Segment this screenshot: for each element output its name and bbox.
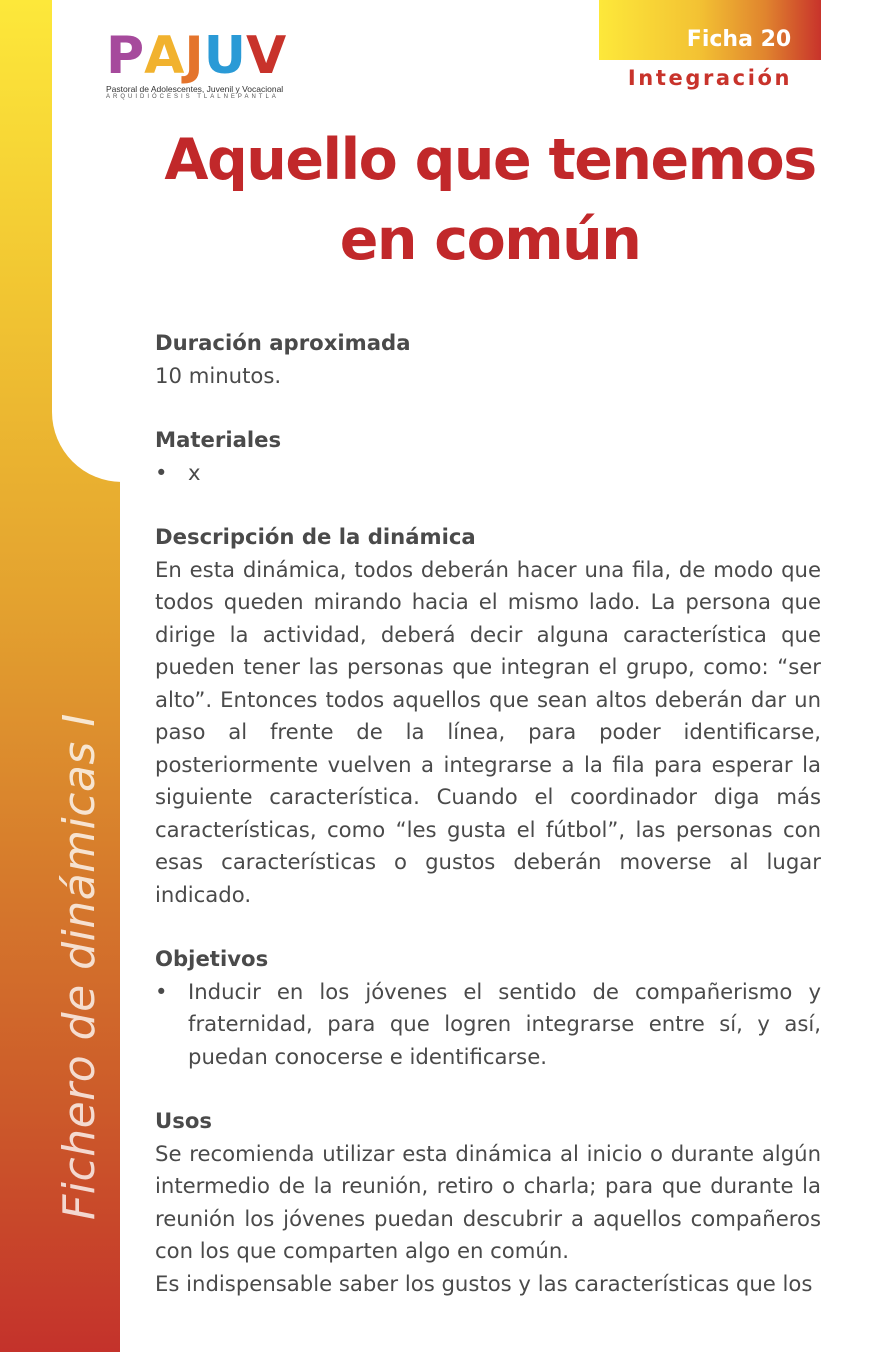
section-heading-usos: Usos: [155, 1108, 212, 1133]
page-title-line2: en común: [339, 207, 641, 273]
logo-subtitle-archdiocese: ARQUIDIÓCESIS TLALNEPANTLA: [106, 94, 279, 100]
sidebar-vertical-title: Fichero de dinámicas I: [54, 713, 105, 1220]
list-item-text: x: [188, 459, 201, 485]
section-heading-descripcion: Descripción de la dinámica: [155, 524, 476, 549]
section-body-usos-2: Es indispensable saber los gustos y las características que los: [155, 1270, 813, 1296]
bullet-icon: •: [155, 978, 168, 1004]
list-item: [155, 976, 821, 1074]
logo-wordmark: [106, 26, 306, 86]
logo-letter-v: V: [245, 26, 287, 86]
logo-letter-a: A: [144, 26, 185, 86]
section-materiales: [155, 424, 821, 489]
page-title-line1: Aquello que tenemos: [164, 127, 816, 193]
section-body-usos-1: Se recomienda utilizar esta dinámica al inicio o durante algún intermedio de la reunión, retiro o charla; para que durante la reunión los jóvenes puedan descubrir a aquellos compañeros con los que comparten algo en común.: [155, 1140, 821, 1263]
section-descripcion: [155, 521, 821, 911]
list-item: [155, 457, 821, 490]
section-body-duracion: 10 minutos.: [155, 362, 282, 388]
section-body-descripcion: En esta dinámica, todos deberán hacer una fila, de modo que todos queden mirando hacia el mismo lado. La persona que dirige la actividad, deberá decir alguna característica que pueden tener las personas que integran el grupo, como: “ser alto”. Entonces todos aquellos que sean altos deberán dar un paso al frente de la línea, para poder identificarse, posteriormente vuelven a integrarse a la fila para esperar la siguiente característica. Cuando el coordinador diga más características, como “les gusta el fútbol”, las personas con esas características o gustos deberán moverse al lugar indicado.: [155, 556, 821, 907]
logo-subtitle: Pastoral de Adolescentes, Juvenil y Vocacional: [106, 84, 284, 94]
ficha-label: Ficha 20: [686, 26, 792, 52]
list-item-text: Inducir en los jóvenes el sentido de compañerismo y fraternidad, para que logren integrarse entre sí, y así, puedan conocerse e identificarse.: [188, 978, 821, 1069]
main-content: [155, 327, 821, 1332]
logo-letter-p: P: [106, 26, 145, 86]
section-heading-objetivos: Objetivos: [155, 946, 269, 971]
section-duracion: [155, 327, 821, 392]
logo-letter-j: J: [184, 26, 204, 86]
section-heading-duracion: Duración aproximada: [155, 330, 411, 355]
category-label: Integración: [627, 66, 793, 90]
ficha-number-badge: [599, 0, 821, 60]
page-title: [160, 120, 820, 280]
logo-letter-u: U: [203, 26, 246, 86]
section-heading-materiales: Materiales: [155, 427, 282, 452]
bullet-icon: •: [155, 459, 168, 485]
section-usos: [155, 1105, 821, 1300]
objetivos-list: [155, 976, 821, 1074]
materiales-list: [155, 457, 821, 490]
pajuv-logo: [106, 26, 306, 102]
section-objetivos: [155, 943, 821, 1073]
